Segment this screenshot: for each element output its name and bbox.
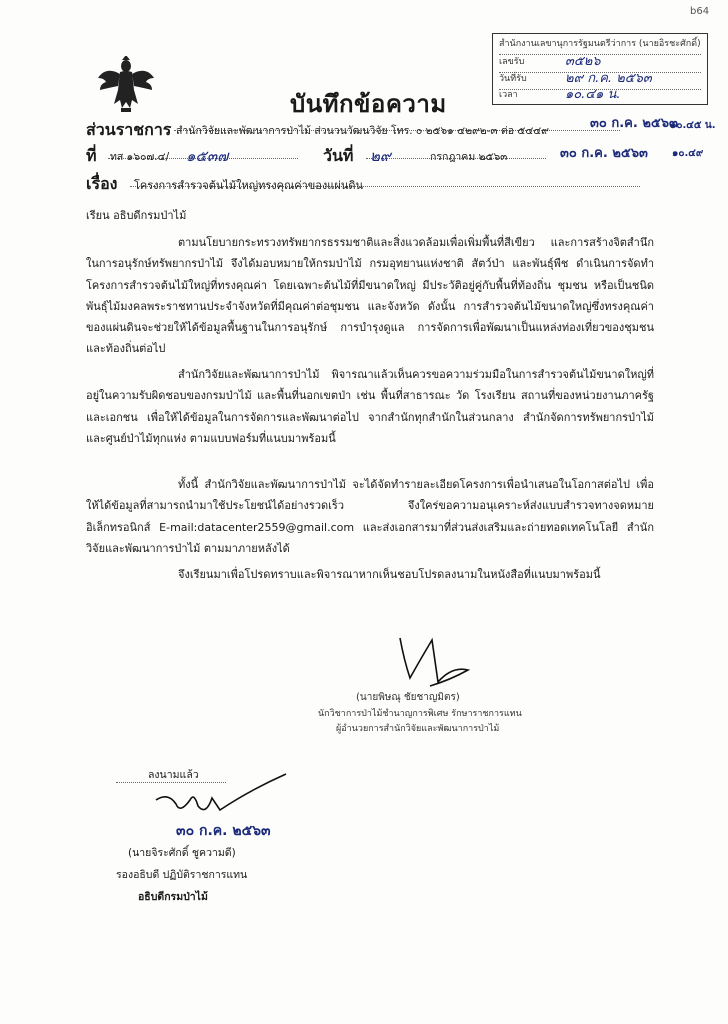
date-rest: กรกฎาคม ๒๕๖๓ xyxy=(430,151,508,163)
ref-value: ทส ๑๖๐๗.๔/ xyxy=(110,151,170,163)
paragraph-1: ตามนโยบายกระทรวงทรัพยากรธรรมชาติและสิ่งแวดล้อมเพื่อเพิ่มพื้นที่สีเขียว และการสร้างจิตสำนึกในการอนุรักษ์ทรัพยากรป่าไม้ จึงได้มอบหมายให้กรมป่าไม้ กรมอุทยานแห่งชาติ สัตว์ป่า และพันธุ์พืช ดำเนินการจัดทำโครงการสำรวจต้นไม้ใหญ่ที่ทรงคุณค่า โดยเฉพาะต้นไม้ที่มีขนาดใหญ่ มีประวัติอยู่คู่กับพื้นที่ท้องถิ่น ชุมชน หรือเป็นชนิดพันธุ์ไม้มงคลพระราชทานประจำจังหวัดที่มีคุณค่าต่อชุมชน และจังหวัด ดังนั้น การสำรวจต้นไม้ขนาดใหญ่ซึ่งทรงคุณค่าของแผ่นดินจะช่วยให้ได้ข้อมูลพื้นฐานในการอนุรักษ์ การบำรุงดูแล การจัดการเพื่อพัฒนาเป็นแหล่งท่องเที่ยวของชุมชนและท้องถิ่นต่อไป xyxy=(86,236,654,356)
signer-1-position-2: ผู้อำนวยการสำนักวิจัยและพัฒนาการป่าไม้ xyxy=(336,724,500,734)
subject-label: เรื่อง xyxy=(86,174,118,193)
garuda-emblem-icon xyxy=(96,56,156,114)
signer-1-position-1: นักวิชาการป่าไม้ชำนาญการพิเศษ รักษาราชการแทน xyxy=(318,709,522,719)
signature-1-icon xyxy=(380,630,490,690)
receipt-line-office xyxy=(499,36,701,55)
receipt-number-label: เลขรับ xyxy=(499,57,525,67)
receipt-number-value: ๓๕๒๖ xyxy=(565,54,601,69)
receipt-line-time xyxy=(499,87,701,105)
received-stamp-date-2: ๓๐ ก.ค. ๒๕๖๓ xyxy=(560,146,648,161)
paragraph-2: สำนักวิจัยและพัฒนาการป่าไม้ พิจารณาแล้วเห็นควรขอความร่วมมือในการสำรวจต้นไม้ขนาดใหญ่ที่อยู่ในความรับผิดชอบของกรมป่าไม้ และพื้นที่นอกเขตป่า เช่น พื้นที่สาธารณะ วัด โรงเรียน สถานที่ของหน่วยงานภาครัฐและเอกชน เพื่อให้ได้ข้อมูลในการจัดการและพัฒนาต่อไป จากสำนักทุกสำนักในส่วนกลาง สำนักจัดการทรัพยากรป่าไม้ และศูนย์ป่าไม้ทุกแห่ง ตามแบบฟอร์มที่แนบมาพร้อมนี้ xyxy=(86,368,654,445)
approval-date: ๓๐ ก.ค. ๒๕๖๓ xyxy=(176,823,271,839)
date-label: วันที่ xyxy=(323,146,354,165)
receipt-time-value: ๑๐.๔๑ น. xyxy=(565,87,621,102)
received-stamp-time-1: ๑๐.๔๕ น. xyxy=(670,120,716,131)
receipt-office-label: สำนักงานเลขานุการรัฐมนตรีว่าการ (นายอิรชะศักดิ์) xyxy=(499,39,701,49)
received-stamp-time-2: ๑๐.๔๙ xyxy=(672,148,704,159)
paragraph-3: ทั้งนี้ สำนักวิจัยและพัฒนาการป่าไม้ จะได้จัดทำรายละเอียดโครงการเพื่อนำเสนอในโอกาสต่อไป เพื่อให้ได้ข้อมูลที่สามารถนำมาใช้ประโยชน์ได้อย่างรวดเร็ว จึงใคร่ขอความอนุเคราะห์ส่งแบบสำรวจทางจดหมายอิเล็กทรอนิกส์ E-mail:datacenter2559@gmail.com และส่งเอกสารมาที่ส่วนส่งเสริมและถ่ายทอดเทคโนโลยี สำนักวิจัยและพัฒนาการป่าไม้ ตามมาภายหลังได้ xyxy=(86,478,654,555)
receipt-time-label: เวลา xyxy=(499,90,518,100)
memo-title: บันทึกข้อความ xyxy=(290,90,447,118)
date-day: ๒๙ xyxy=(370,147,391,165)
agency-label: ส่วนราชการ xyxy=(86,120,172,139)
receipt-date-label: วันที่รับ xyxy=(499,74,527,84)
subject-value: โครงการสำรวจต้นไม้ใหญ่ทรงคุณค่าของแผ่นดิน xyxy=(134,179,363,192)
agency-value: สำนักวิจัยและพัฒนาการป่าไม้ ส่วนวนวัฒนวิจัย โทร. ๐ ๒๕๖๑ ๔๒๙๒-๓ ต่อ ๕๔๔๙ xyxy=(176,125,549,137)
approver-position-2: อธิบดีกรมป่าไม้ xyxy=(138,891,208,903)
signed-label: ลงนามแล้ว xyxy=(148,769,199,781)
corner-mark: b64 xyxy=(690,6,710,17)
receipt-stamp-box xyxy=(492,33,708,105)
approver-name: (นายจิระศักดิ์ ชูความดี) xyxy=(128,847,236,859)
salutation: เรียน อธิบดีกรมป่าไม้ xyxy=(86,209,187,222)
ref-number: ๑๕๓๗ xyxy=(186,147,229,165)
approver-position-1: รองอธิบดี ปฏิบัติราชการแทน xyxy=(116,869,248,881)
receipt-date-value: ๒๙ ก.ค. ๒๕๖๓ xyxy=(565,71,652,86)
ref-label: ที่ xyxy=(86,146,97,165)
paragraph-4: จึงเรียนมาเพื่อโปรดทราบและพิจารณาหากเห็นชอบโปรดลงนามในหนังสือที่แนบมาพร้อมนี้ xyxy=(178,568,601,581)
signer-1-name: (นายพิษณุ ชัยชาญมิตร) xyxy=(356,692,460,703)
received-stamp-date-1: ๓๐ ก.ค. ๒๕๖๓ xyxy=(590,116,678,131)
